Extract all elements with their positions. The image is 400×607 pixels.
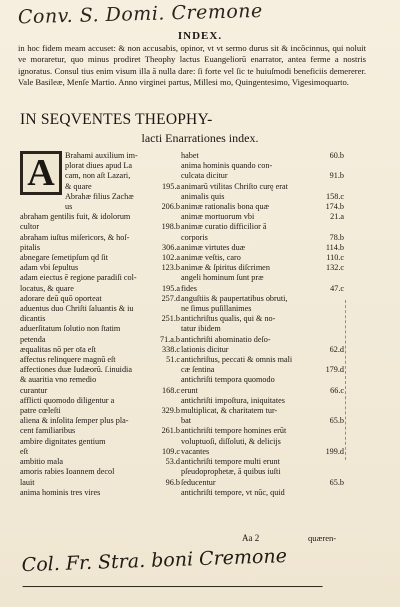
index-entry-text: locatus, & quare	[20, 283, 74, 293]
index-entry-reference	[178, 467, 180, 477]
index-entry	[181, 243, 344, 253]
index-entry	[20, 406, 180, 416]
index-entry-text: ambitio mala	[20, 457, 63, 467]
index-entry-reference: 62.d	[329, 344, 344, 354]
index-entry-reference: 65.b	[329, 477, 344, 487]
index-entry-text: aduerſitatum ſolutio non ſtatim	[20, 324, 121, 334]
index-entry-text: animarū vtilitas Chriſto curę erat	[181, 181, 288, 191]
index-entry-reference	[342, 161, 344, 171]
index-entry-text: cultor	[20, 222, 40, 232]
index-entry	[20, 426, 180, 436]
index-entry-text: aduentus duo Chriſti ſaluantis & iu	[20, 304, 134, 314]
index-entry-text: habet	[181, 151, 199, 160]
index-entry-reference: 206.b	[161, 202, 180, 212]
index-entry-text: culcata dicitur	[181, 171, 228, 181]
index-entry-reference: 47.c	[330, 283, 344, 293]
handwritten-ownership-note-bottom: Col. Fr. Stra. boni Cremone	[21, 542, 382, 599]
index-entry-text: Brahami auxilium im-	[65, 151, 138, 160]
index-entry-reference: 132.c	[326, 263, 344, 273]
index-entry-text: animalis quis	[181, 191, 225, 201]
index-entry-reference	[342, 437, 344, 447]
index-entry-reference: 21.a	[330, 212, 344, 222]
index-entry-reference	[342, 467, 344, 477]
index-entry-text: dicantis	[20, 314, 46, 324]
index-entry-reference	[178, 304, 180, 314]
index-entry-text: animæ virtutes duæ	[181, 242, 246, 252]
index-entry-text: animæ & ſpiritus diſcrimen	[181, 263, 270, 273]
index-entry	[65, 171, 180, 181]
index-entry-reference: 257.d	[161, 293, 180, 303]
section-title: IN SEQVENTES THEOPHY-	[20, 111, 213, 128]
index-entry-reference: 60.b	[329, 151, 344, 160]
index-entry-reference	[342, 222, 344, 232]
index-entry	[20, 243, 180, 253]
index-entry	[181, 345, 344, 355]
index-entry	[20, 263, 180, 273]
index-entry-text: lationis dicitur	[181, 344, 229, 354]
index-entry	[181, 416, 344, 426]
index-entry-text: ſeducentur	[181, 477, 216, 487]
index-entry	[181, 467, 344, 477]
index-entry-reference	[342, 396, 344, 406]
index-entry-reference: 198.b	[161, 222, 180, 232]
index-entry-reference: 109.c	[162, 446, 180, 456]
index-entry-text: anima hominis quando con-	[181, 161, 273, 171]
index-entry-text: antichriſtus, peccati & omnis mali	[181, 355, 293, 365]
signature-mark: Aa 2	[242, 533, 260, 543]
index-entry-text: angeli hominum ſunt præ	[181, 273, 264, 283]
index-entry-reference: 199.d	[325, 446, 344, 456]
index-entry	[181, 263, 344, 273]
handwritten-ownership-note-top: Conv. S. Domi. Cremone	[17, 0, 263, 29]
index-entry-text: abraham gentilis fuit, & idolorum	[20, 212, 131, 222]
index-entry-reference	[342, 304, 344, 314]
index-entry-reference: 123.b	[161, 263, 180, 273]
index-entry-reference: 102.a	[162, 253, 180, 263]
drop-cap-initial: A	[20, 151, 62, 195]
index-entry-reference	[178, 233, 180, 243]
index-entry-reference	[342, 426, 344, 436]
index-entry	[20, 324, 180, 334]
index-entry	[181, 457, 344, 467]
index-entry	[20, 355, 180, 365]
index-entry	[20, 467, 180, 477]
index-entry-reference	[178, 324, 180, 334]
index-entry-text: amoris rabies Ioannem decol	[20, 467, 115, 477]
index-entry-text: antichriſti abominatio deſo-	[181, 334, 271, 344]
index-entry-text: plorat diues apud La	[65, 161, 133, 171]
index-entry-text: animæ curatio difficilior ā	[181, 222, 267, 232]
index-entry-reference	[178, 437, 180, 447]
index-entry-text: tatur ibidem	[181, 324, 221, 334]
index-entry	[181, 355, 344, 365]
index-entry	[181, 284, 344, 294]
index-entry-reference: 261.b	[161, 426, 180, 436]
index-entry-reference: 51.c	[166, 355, 180, 365]
index-entry-text: æqualitas nō per oīa eſt	[20, 344, 96, 354]
index-entry-text: cam, non aſt Lazari,	[65, 171, 131, 181]
index-entry-reference: 158.c	[326, 191, 344, 201]
index-entry-text: voluptuoſi, diſſoluti, & delicijs	[181, 436, 281, 446]
index-entry-reference: 251.b	[161, 314, 180, 324]
index-entry-reference	[342, 355, 344, 365]
index-entry	[20, 294, 180, 304]
index-entry-reference	[178, 416, 180, 426]
index-entry-text: aliena & inſolita ſemper plus pla-	[20, 416, 129, 426]
index-entry-text: affectiones duæ Iudæorū. ſ.inuidia	[20, 365, 132, 375]
index-entry	[20, 212, 180, 222]
margin-bracket	[345, 300, 364, 460]
index-entry-text: eſt	[20, 446, 29, 456]
index-entry-text: multiplicat, & charitatem tur-	[181, 406, 278, 416]
handwritten-underline	[23, 586, 323, 587]
index-entry-text: adam vbi ſepultus	[20, 263, 79, 273]
index-entry-text: abnegare ſemetipſum qd ſit	[20, 253, 108, 263]
index-entry	[181, 478, 344, 488]
index-entry-reference: 338.c	[162, 344, 180, 354]
section-subtitle: lacti Enarrationes index.	[141, 131, 259, 145]
index-entry	[65, 192, 180, 202]
index-entry-text: anguſtiis & paupertatibus obruti,	[181, 293, 288, 303]
index-entry-text: abraham iuſtus miſericors, & hoſ-	[20, 232, 130, 242]
index-entry	[181, 335, 344, 345]
index-entry-text: animæ rationalis bona quæ	[181, 202, 270, 212]
index-entry-reference: 329.b	[161, 406, 180, 416]
index-entry	[20, 478, 180, 488]
index-entry	[20, 273, 180, 283]
index-entry-reference: 53.d	[165, 457, 180, 467]
index-entry-reference	[178, 161, 180, 171]
index-entry-text: cent familiaribus	[20, 426, 76, 436]
index-entry-reference	[342, 375, 344, 385]
index-entry-reference: 91.b	[329, 171, 344, 181]
index-entry-text: & auaritia vno remedio	[20, 375, 97, 385]
index-entry-reference	[178, 151, 180, 161]
index-entry	[181, 151, 344, 161]
index-entry-reference: 179.d	[325, 365, 344, 375]
index-entry-reference	[178, 396, 180, 406]
index-entry-reference	[342, 488, 344, 498]
index-entry	[181, 161, 344, 171]
index-column-right	[181, 151, 344, 498]
index-entry-reference	[342, 335, 344, 345]
index-entry-text: pitalis	[20, 242, 41, 252]
index-entry-text: pſeudoprophetæ, ā quibus iuſti	[181, 467, 281, 477]
preface-paragraph: in hoc fidem meam accuset: & non accusabis, opinor, vt vt sermo durus sit & incōcinnus, qui noluit ve moraretur, quo minus prodiret Theophy lactus Euangeliorū enarrator, antea ferme a nostris ignoratus. Consul tius enim visum illa ā nulla dare: ſi forte vel ſic te huiuſmodi beneficiis demererer. Vale Basileæ, Menſe Martio. Anno virginei partus, Millesi mo, Quingentesimo, Vigesimoquarto.	[18, 43, 366, 88]
index-entry-text: cæ ſentina	[181, 365, 215, 375]
index-entry-text: antichriſti tempore homines erūt	[181, 426, 287, 436]
index-entry	[20, 222, 180, 232]
index-entry-text: antichriſti impoſtura, iniquitates	[181, 395, 285, 405]
index-entry	[20, 396, 180, 406]
index-entry	[181, 182, 344, 192]
index-entry	[65, 182, 180, 192]
index-entry-text: antichriſti tempora quomodo	[181, 375, 275, 385]
index-entry	[181, 192, 344, 202]
index-entry	[20, 284, 180, 294]
index-entry	[181, 365, 344, 375]
index-entry-text: anima hominis tres vires	[20, 487, 101, 497]
index-entry	[20, 253, 180, 263]
index-entry	[20, 375, 180, 385]
index-entry	[181, 253, 344, 263]
index-entry	[181, 212, 344, 222]
index-entry-text: antichriſti tempore, vt nūc, quid	[181, 487, 285, 497]
index-entry-reference	[342, 406, 344, 416]
index-entry-text: & quare	[65, 181, 92, 191]
index-entry	[181, 488, 344, 498]
index-entry	[181, 324, 344, 334]
index-entry-reference: 110.c	[326, 253, 344, 263]
index-entry	[181, 171, 344, 181]
index-entry	[20, 335, 180, 345]
index-entry	[181, 447, 344, 457]
index-entry	[20, 416, 180, 426]
index-entry	[181, 304, 344, 314]
index-entry	[181, 406, 344, 416]
index-entry-text: ambire dignitates gentium	[20, 436, 106, 446]
index-entry	[181, 386, 344, 396]
index-entry-text: bat	[181, 416, 192, 426]
index-entry	[181, 396, 344, 406]
catchword: quæren-	[308, 533, 337, 543]
index-entry-reference	[342, 324, 344, 334]
index-entry-reference: 65.b	[329, 416, 344, 426]
index-entry-text: lauit	[20, 477, 35, 487]
index-entry	[20, 386, 180, 396]
index-entry-reference: 306.a	[162, 242, 180, 252]
index-entry-reference	[178, 375, 180, 385]
index-entry	[20, 345, 180, 355]
index-entry-text: adorare deū quō oporteat	[20, 293, 102, 303]
index-column-left	[20, 151, 180, 498]
index-entry	[181, 294, 344, 304]
index-entry-text: affectus relinquere magnū eſt	[20, 355, 116, 365]
index-entry-reference	[178, 171, 180, 181]
index-entry-text: animæ mortuorum vbi	[181, 212, 255, 222]
index-entry	[181, 437, 344, 447]
index-entry-reference	[178, 488, 180, 498]
index-entry-reference	[178, 273, 180, 283]
index-entry-reference: 71.a.b	[159, 334, 180, 344]
index-entry-reference: 174.b	[325, 202, 344, 212]
index-entry-reference	[342, 294, 344, 304]
index-heading: INDEX.	[177, 30, 223, 42]
index-entry	[181, 426, 344, 436]
index-entry-text: fides	[181, 283, 197, 293]
index-entry	[181, 314, 344, 324]
index-entry	[65, 161, 180, 171]
index-entry-reference: 168.c	[162, 385, 180, 395]
index-entry	[181, 233, 344, 243]
index-entry	[65, 202, 180, 212]
index-entry	[181, 202, 344, 212]
index-entry	[20, 304, 180, 314]
index-entry	[20, 447, 180, 457]
index-entry	[65, 151, 180, 161]
index-entry-reference: 114.b	[325, 242, 344, 252]
index-entry-text: patre cœleſti	[20, 406, 61, 416]
index-entry-reference	[342, 273, 344, 283]
index-entry-reference	[178, 365, 180, 375]
index-entry-reference	[342, 314, 344, 324]
index-entry	[20, 437, 180, 447]
index-entry	[181, 375, 344, 385]
index-entry-reference	[342, 182, 344, 192]
index-entry-text: vacantes	[181, 446, 210, 456]
index-entry-reference	[178, 212, 180, 222]
index-entry-text: adam eiectus ē regione paradiſi col-	[20, 273, 137, 283]
index-entry-text: afflicti quomodo diligentur a	[20, 395, 115, 405]
index-entry	[20, 233, 180, 243]
index-entry-reference	[342, 457, 344, 467]
index-entry-reference: 195.a	[162, 283, 180, 293]
index-entry-text: animæ veſtis, caro	[181, 253, 241, 263]
index-entry	[181, 273, 344, 283]
index-entry-text: corporis	[181, 232, 208, 242]
index-entry	[20, 314, 180, 324]
index-entry-reference: 78.b	[329, 232, 344, 242]
index-entry-text: antichriſti tempore multi erunt	[181, 457, 280, 467]
index-entry-reference: 195.a	[162, 181, 180, 191]
index-entry-reference: 96.b	[165, 477, 180, 487]
index-entry	[20, 488, 180, 498]
index-entry	[20, 365, 180, 375]
index-entry	[181, 222, 344, 232]
index-entry-text: Abrahæ filius Zachæ	[65, 191, 134, 201]
index-entry-text: us	[65, 202, 73, 212]
index-entry-text: antichriſtus qualis, qui & no-	[181, 314, 276, 324]
index-entry-reference: 66.c	[330, 385, 344, 395]
index-entry-text: curantur	[20, 385, 48, 395]
index-entry	[20, 457, 180, 467]
index-entry-text: erunt	[181, 385, 198, 395]
index-entry-text: petenda	[20, 334, 46, 344]
index-entry-reference	[178, 192, 180, 202]
index-entry-text: ne ſimus puſillanimes	[181, 304, 252, 314]
